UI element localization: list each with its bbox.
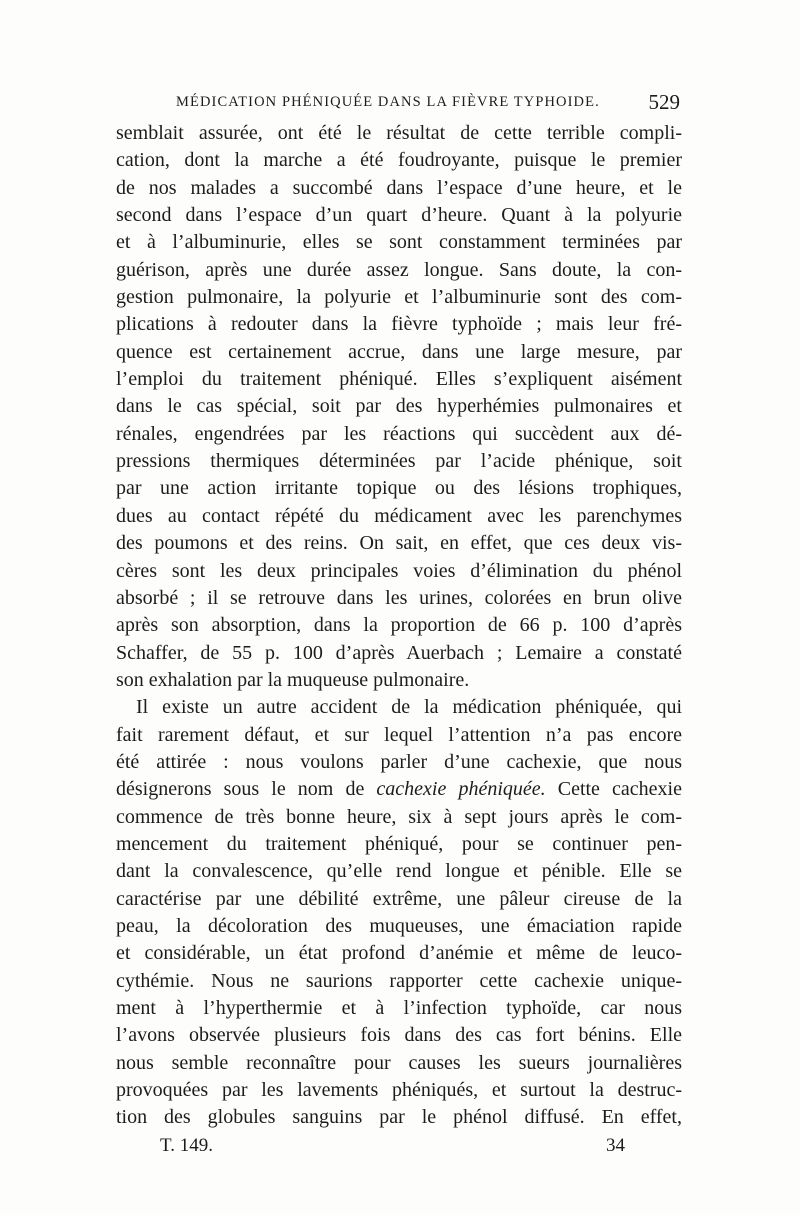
text-line: commence de très bonne heure, six à sept jours après le com- — [116, 805, 682, 828]
text-line-with-italic — [116, 776, 682, 803]
text-segment: Cette cachexie — [545, 778, 682, 801]
paragraph-end-line: son exhalation par la muqueuse pulmonaire. — [116, 668, 470, 691]
text-line: second dans l’espace d’un quart d’heure. Quant à la polyurie — [116, 204, 682, 227]
text-line: par une action irritante topique ou des lésions trophiques, — [116, 477, 682, 500]
body-text — [116, 120, 682, 1132]
text-line: l’avons observée plusieurs fois dans des cas fort bénins. Elle — [116, 1024, 682, 1047]
text-line: de nos malades a succombé dans l’espace d’une heure, et le — [116, 176, 682, 199]
text-line: l’emploi du traitement phéniqué. Elles s’expliquent aisément — [116, 368, 682, 391]
text-line: caractérise par une débilité extrême, une pâleur cireuse de la — [116, 887, 682, 910]
text-line: des poumons et des reins. On sait, en effet, que ces deux vis- — [116, 532, 682, 555]
signature-mark-right: 34 — [606, 1135, 625, 1156]
text-line: gestion pulmonaire, la polyurie et l’albuminurie sont des com- — [116, 286, 682, 309]
text-line: semblait assurée, ont été le résultat de cette terrible compli- — [116, 122, 682, 144]
text-line: après son absorption, dans la proportion de 66 p. 100 d’après — [116, 614, 682, 637]
text-line: nous semble reconnaître pour causes les sueurs journalières — [116, 1051, 682, 1074]
text-line: guérison, après une durée assez longue. Sans doute, la con- — [116, 258, 682, 281]
text-line: provoquées par les lavements phéniqués, et surtout la destruc- — [116, 1079, 682, 1102]
text-line: cythémie. Nous ne saurions rapporter cette cachexie unique- — [116, 969, 682, 992]
running-head: MÉDICATION PHÉNIQUÉE DANS LA FIÈVRE TYPHOIDE. — [176, 94, 600, 110]
text-line: plications à redouter dans la fièvre typhoïde ; mais leur fré- — [116, 313, 682, 336]
text-line: été attirée : nous voulons parler d’une cachexie, que nous — [116, 750, 682, 773]
text-line: et à l’albuminurie, elles se sont constamment terminées par — [116, 231, 682, 254]
text-line: rénales, engendrées par les réactions qui succèdent aux dé- — [116, 422, 682, 445]
page-header — [116, 90, 682, 120]
text-line: et considérable, un état profond d’anémie et même de leuco- — [116, 942, 682, 965]
text-line: cères sont les deux principales voies d’élimination du phénol — [116, 559, 682, 582]
text-line: quence est certainement accrue, dans une large mesure, par — [116, 340, 682, 363]
text-line: absorbé ; il se retrouve dans les urines, colorées en brun olive — [116, 586, 682, 609]
signature-mark-left: T. 149. — [160, 1135, 213, 1156]
paragraph-start-line: Il existe un autre accident de la médication phéniquée, qui — [136, 696, 682, 719]
page-number: 529 — [648, 90, 680, 114]
text-line: peau, la décoloration des muqueuses, une émaciation rapide — [116, 914, 682, 937]
text-line: fait rarement défaut, et sur lequel l’attention n’a pas encore — [116, 723, 682, 746]
text-line: pressions thermiques déterminées par l’acide phénique, soit — [116, 450, 682, 473]
text-line: Schaffer, de 55 p. 100 d’après Auerbach ; Lemaire a constaté — [116, 641, 682, 664]
text-line: ment à l’hyperthermie et à l’infection typhoïde, car nous — [116, 997, 682, 1019]
text-line: cation, dont la marche a été foudroyante, puisque le premier — [116, 149, 682, 172]
text-line: dues au contact répété du médicament avec les parenchymes — [116, 504, 682, 527]
text-line: dans le cas spécial, soit par des hyperhémies pulmonaires et — [116, 395, 682, 418]
text-line: tion des globules sanguins par le phénol diffusé. En effet, — [116, 1106, 682, 1129]
page-footer — [116, 1135, 682, 1163]
italic-term: cachexie phéniquée. — [376, 778, 546, 801]
text-line: mencement du traitement phéniqué, pour se continuer pen- — [116, 832, 682, 855]
text-line: dant la convalescence, qu’elle rend longue et pénible. Elle se — [116, 860, 682, 883]
text-segment: désignerons sous le nom de — [116, 778, 377, 801]
